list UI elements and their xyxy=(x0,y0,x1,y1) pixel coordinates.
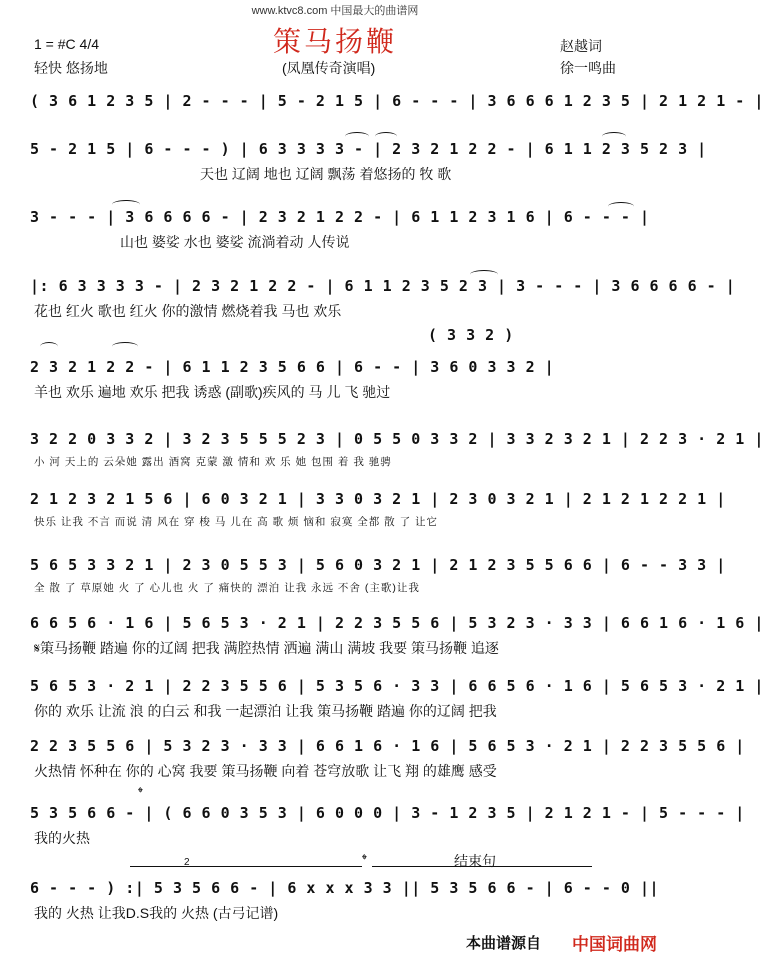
slur-mark xyxy=(112,342,138,351)
volta-number: 2 xyxy=(184,857,190,868)
site-header: www.ktvc8.com 中国最大的曲谱网 xyxy=(251,5,419,17)
performer: (凤凰传奇演唱) xyxy=(282,60,376,76)
lyric-row: 我的火热 xyxy=(34,830,90,846)
notation-row: 3 2 2 0 3 3 2 | 3 2 3 5 5 5 2 3 | 0 5 5 0 3 3 2 | 3 3 2 3 2 1 | 2 2 3 · 2 1 | xyxy=(30,430,764,448)
lyric-row: 山也 婆娑 水也 婆娑 流淌着动 人传说 xyxy=(120,234,350,250)
notation-row: 6 6 5 6 · 1 6 | 5 6 5 3 · 2 1 | 2 2 3 5 5 6 | 5 3 2 3 · 3 3 | 6 6 1 6 · 1 6 | xyxy=(30,614,764,632)
slur-mark xyxy=(375,132,397,141)
lyric-row: 全 散 了 草原她 火 了 心儿也 火 了 痛快的 漂泊 让我 永远 不舍 (主歌)让我 xyxy=(34,582,420,594)
lyric-row: 天也 辽阔 地也 辽阔 飘荡 着悠扬的 牧 歌 xyxy=(200,166,452,182)
notation-row: 5 6 5 3 3 2 1 | 2 3 0 5 5 3 | 5 6 0 3 2 1 | 2 1 2 3 5 5 6 6 | 6 - - 3 3 | xyxy=(30,556,726,574)
notation-row: 2 3 2 1 2 2 - | 6 1 1 2 3 5 6 6 | 6 - - | 3 6 0 3 3 2 | xyxy=(30,358,555,376)
slur-mark xyxy=(345,132,369,141)
tempo-marking: 轻快 悠扬地 xyxy=(34,60,108,76)
notation-row: 6 - - - ) :| 5 3 5 6 6 - | 6 x x x 3 3 || 5 3 5 6 6 - | 6 - - 0 || xyxy=(30,879,660,897)
footer-source-label: 本曲谱源自 xyxy=(466,935,542,952)
lyric-row: 火热情 怀种在 你的 心窝 我要 策马扬鞭 向着 苍穹放歌 让飞 翔 的雄鹰 感受 xyxy=(34,763,497,779)
slur-mark xyxy=(608,202,634,211)
notation-row: 5 3 5 6 6 - | ( 6 6 0 3 5 3 | 6 0 0 0 | 3 - 1 2 3 5 | 2 1 2 1 - | 5 - - - | xyxy=(30,804,745,822)
lyric-row: 小 河 天上的 云朵她 露出 酒窝 克蒙 激 情和 欢 乐 她 包围 着 我 驰骋 xyxy=(34,456,392,468)
lyric-row: 你的 欢乐 让流 浪 的白云 和我 一起漂泊 让我 策马扬鞭 踏遍 你的辽阔 把我 xyxy=(34,703,497,719)
notation-row: 5 - 2 1 5 | 6 - - - ) | 6 3 3 3 3 - | 2 3 2 1 2 2 - | 6 1 1 2 3 5 2 3 | xyxy=(30,140,707,158)
composer: 徐一鸣曲 xyxy=(560,60,616,76)
lyric-row: 𝄋策马扬鞭 踏遍 你的辽阔 把我 满腔热情 洒遍 满山 满坡 我要 策马扬鞭 追逐 xyxy=(34,640,499,656)
lyric-row: 花也 红火 歌也 红火 你的激情 燃烧着我 马也 欢乐 xyxy=(34,303,342,319)
ending-bracket xyxy=(372,866,592,867)
slur-mark xyxy=(470,270,498,279)
ending-label: 结束句 xyxy=(454,853,496,869)
lyric-row: 羊也 欢乐 遍地 欢乐 把我 诱惑 (副歌)疾风的 马 儿 飞 驰过 xyxy=(34,384,391,400)
notation-row: 2 1 2 3 2 1 5 6 | 6 0 3 2 1 | 3 3 0 3 2 1 | 2 3 0 3 2 1 | 2 1 2 1 2 2 1 | xyxy=(30,490,726,508)
coda-sign-1: 𝄌 xyxy=(138,784,143,800)
notation-row: ( 3 6 1 2 3 5 | 2 - - - | 5 - 2 1 5 | 6 - - - | 3 6 6 6 1 2 3 5 | 2 1 2 1 - | xyxy=(30,92,764,110)
lyric-row: 我的 火热 让我D.S我的 火热 (古弓记谱) xyxy=(34,905,279,921)
key-signature: 1 = #C 4/4 xyxy=(34,36,99,52)
notation-row: 5 6 5 3 · 2 1 | 2 2 3 5 5 6 | 5 3 5 6 · 3 3 | 6 6 5 6 · 1 6 | 5 6 5 3 · 2 1 | xyxy=(30,677,764,695)
page-title: 策马扬鞭 xyxy=(272,26,397,57)
footer-site-name: 中国词曲网 xyxy=(572,935,657,954)
lyricist: 赵越词 xyxy=(560,38,602,54)
notation-row: |: 6 3 3 3 3 - | 2 3 2 1 2 2 - | 6 1 1 2 3 5 2 3 | 3 - - - | 3 6 6 6 6 - | xyxy=(30,277,736,295)
notation-row: 3 - - - | 3 6 6 6 6 - | 2 3 2 1 2 2 - | 6 1 1 2 3 1 6 | 6 - - - | xyxy=(30,208,650,226)
slur-mark xyxy=(40,342,58,351)
notation-row: 2 2 3 5 5 6 | 5 3 2 3 · 3 3 | 6 6 1 6 · 1 6 | 5 6 5 3 · 2 1 | 2 2 3 5 5 6 | xyxy=(30,737,745,755)
volta-bracket xyxy=(130,866,362,867)
coda-sign-2: 𝄌 xyxy=(362,851,367,867)
slur-mark xyxy=(602,132,626,141)
lyric-row: 快乐 让我 不言 而说 清 风在 穿 梭 马 儿在 高 歌 烦 恼和 寂寞 全都 散 了 让它 xyxy=(34,516,439,528)
slur-mark xyxy=(112,200,140,209)
alt-notes: ( 3 3 2 ) xyxy=(428,326,514,344)
